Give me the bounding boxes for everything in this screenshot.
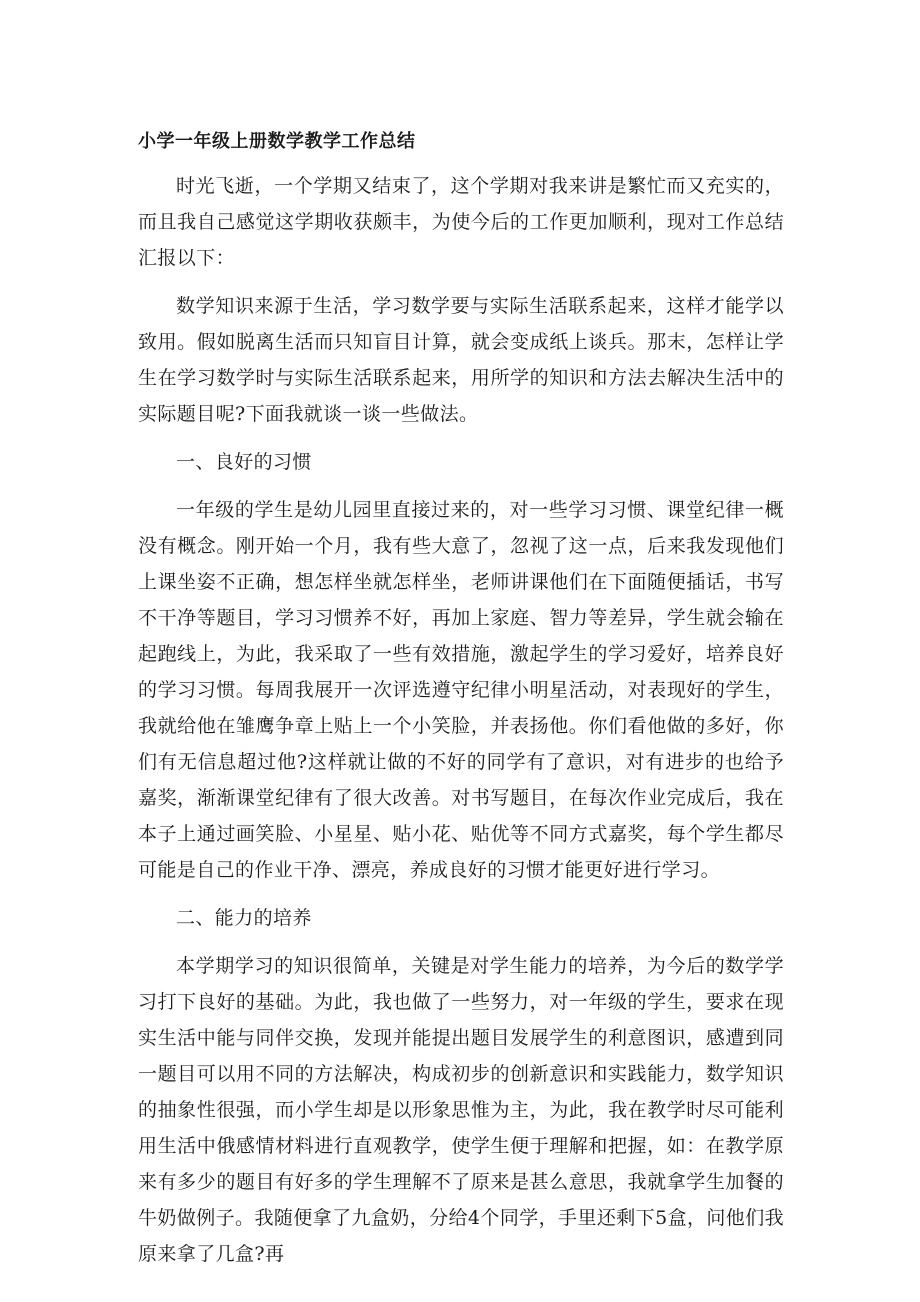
section-1-heading: 一、良好的习惯 xyxy=(176,451,312,473)
intro-paragraph: 时光飞逝，一个学期又结束了，这个学期对我来讲是繁忙而又充实的，而且我自己感觉这学期收获颇丰，为使今后的工作更加顺利，现对工作总结汇报以下： xyxy=(138,175,784,269)
section-2-heading: 二、能力的培养 xyxy=(176,907,312,929)
document-title: 小学一年级上册数学教学工作总结 xyxy=(138,131,416,152)
section-2-paragraph: 本学期学习的知识很简单，关键是对学生能力的培养，为今后的数学学习打下良好的基础。为此，我也做了一些努力，对一年级的学生，要求在现实生活中能与同伴交换，发现并能提出题目发展学生的利意图识，感遭到同一题目可以用不同的方法解决，构成初步的创新意识和实践能力，数学知识的抽象性很强，而小学生却是以形象思惟为主，为此，我在教学时尽可能利用生活中俄感情材料进行直观教学，使学生便于理解和把握，如：在教学原来有多少的题目有好多的学生理解不了原来是甚么意思，我就拿学生加餐的牛奶做例子。我随便拿了九盒奶，分给4个同学，手里还剩下5盒，问他们我原来拿了几盒?再 xyxy=(138,955,784,1265)
paragraph-2: 数学知识来源于生活，学习数学要与实际生活联系起来，这样才能学以致用。假如脱离生活而只知盲目计算，就会变成纸上谈兵。那末，怎样让学生在学习数学时与实际生活联系起来，用所学的知识和方法去解决生活中的实际题目呢?下面我就谈一谈一些做法。 xyxy=(138,295,784,425)
document-body xyxy=(138,128,784,1284)
section-1-paragraph: 一年级的学生是幼儿园里直接过来的，对一些学习习惯、课堂纪律一概没有概念。刚开始一个月，我有些大意了，忽视了这一点，后来我发现他们上课坐姿不正确，想怎样坐就怎样坐，老师讲课他们在下面随便插话，书写不干净等题目，学习习惯养不好，再加上家庭、智力等差异，学生就会输在起跑线上，为此，我采取了一些有效措施，激起学生的学习爱好，培养良好的学习习惯。每周我展开一次评选遵守纪律小明星活动，对表现好的学生，我就给他在雏鹰争章上贴上一个小笑脸，并表扬他。你们看他做的多好，你们有无信息超过他?这样就让做的不好的同学有了意识，对有进步的也给予嘉奖，渐渐课堂纪律有了很大改善。对书写题目，在每次作业完成后，我在本子上通过画笑脸、小星星、贴小花、贴优等不同方式嘉奖，每个学生都尽可能是自己的作业干净、漂亮，养成良好的习惯才能更好进行学习。 xyxy=(138,499,784,881)
